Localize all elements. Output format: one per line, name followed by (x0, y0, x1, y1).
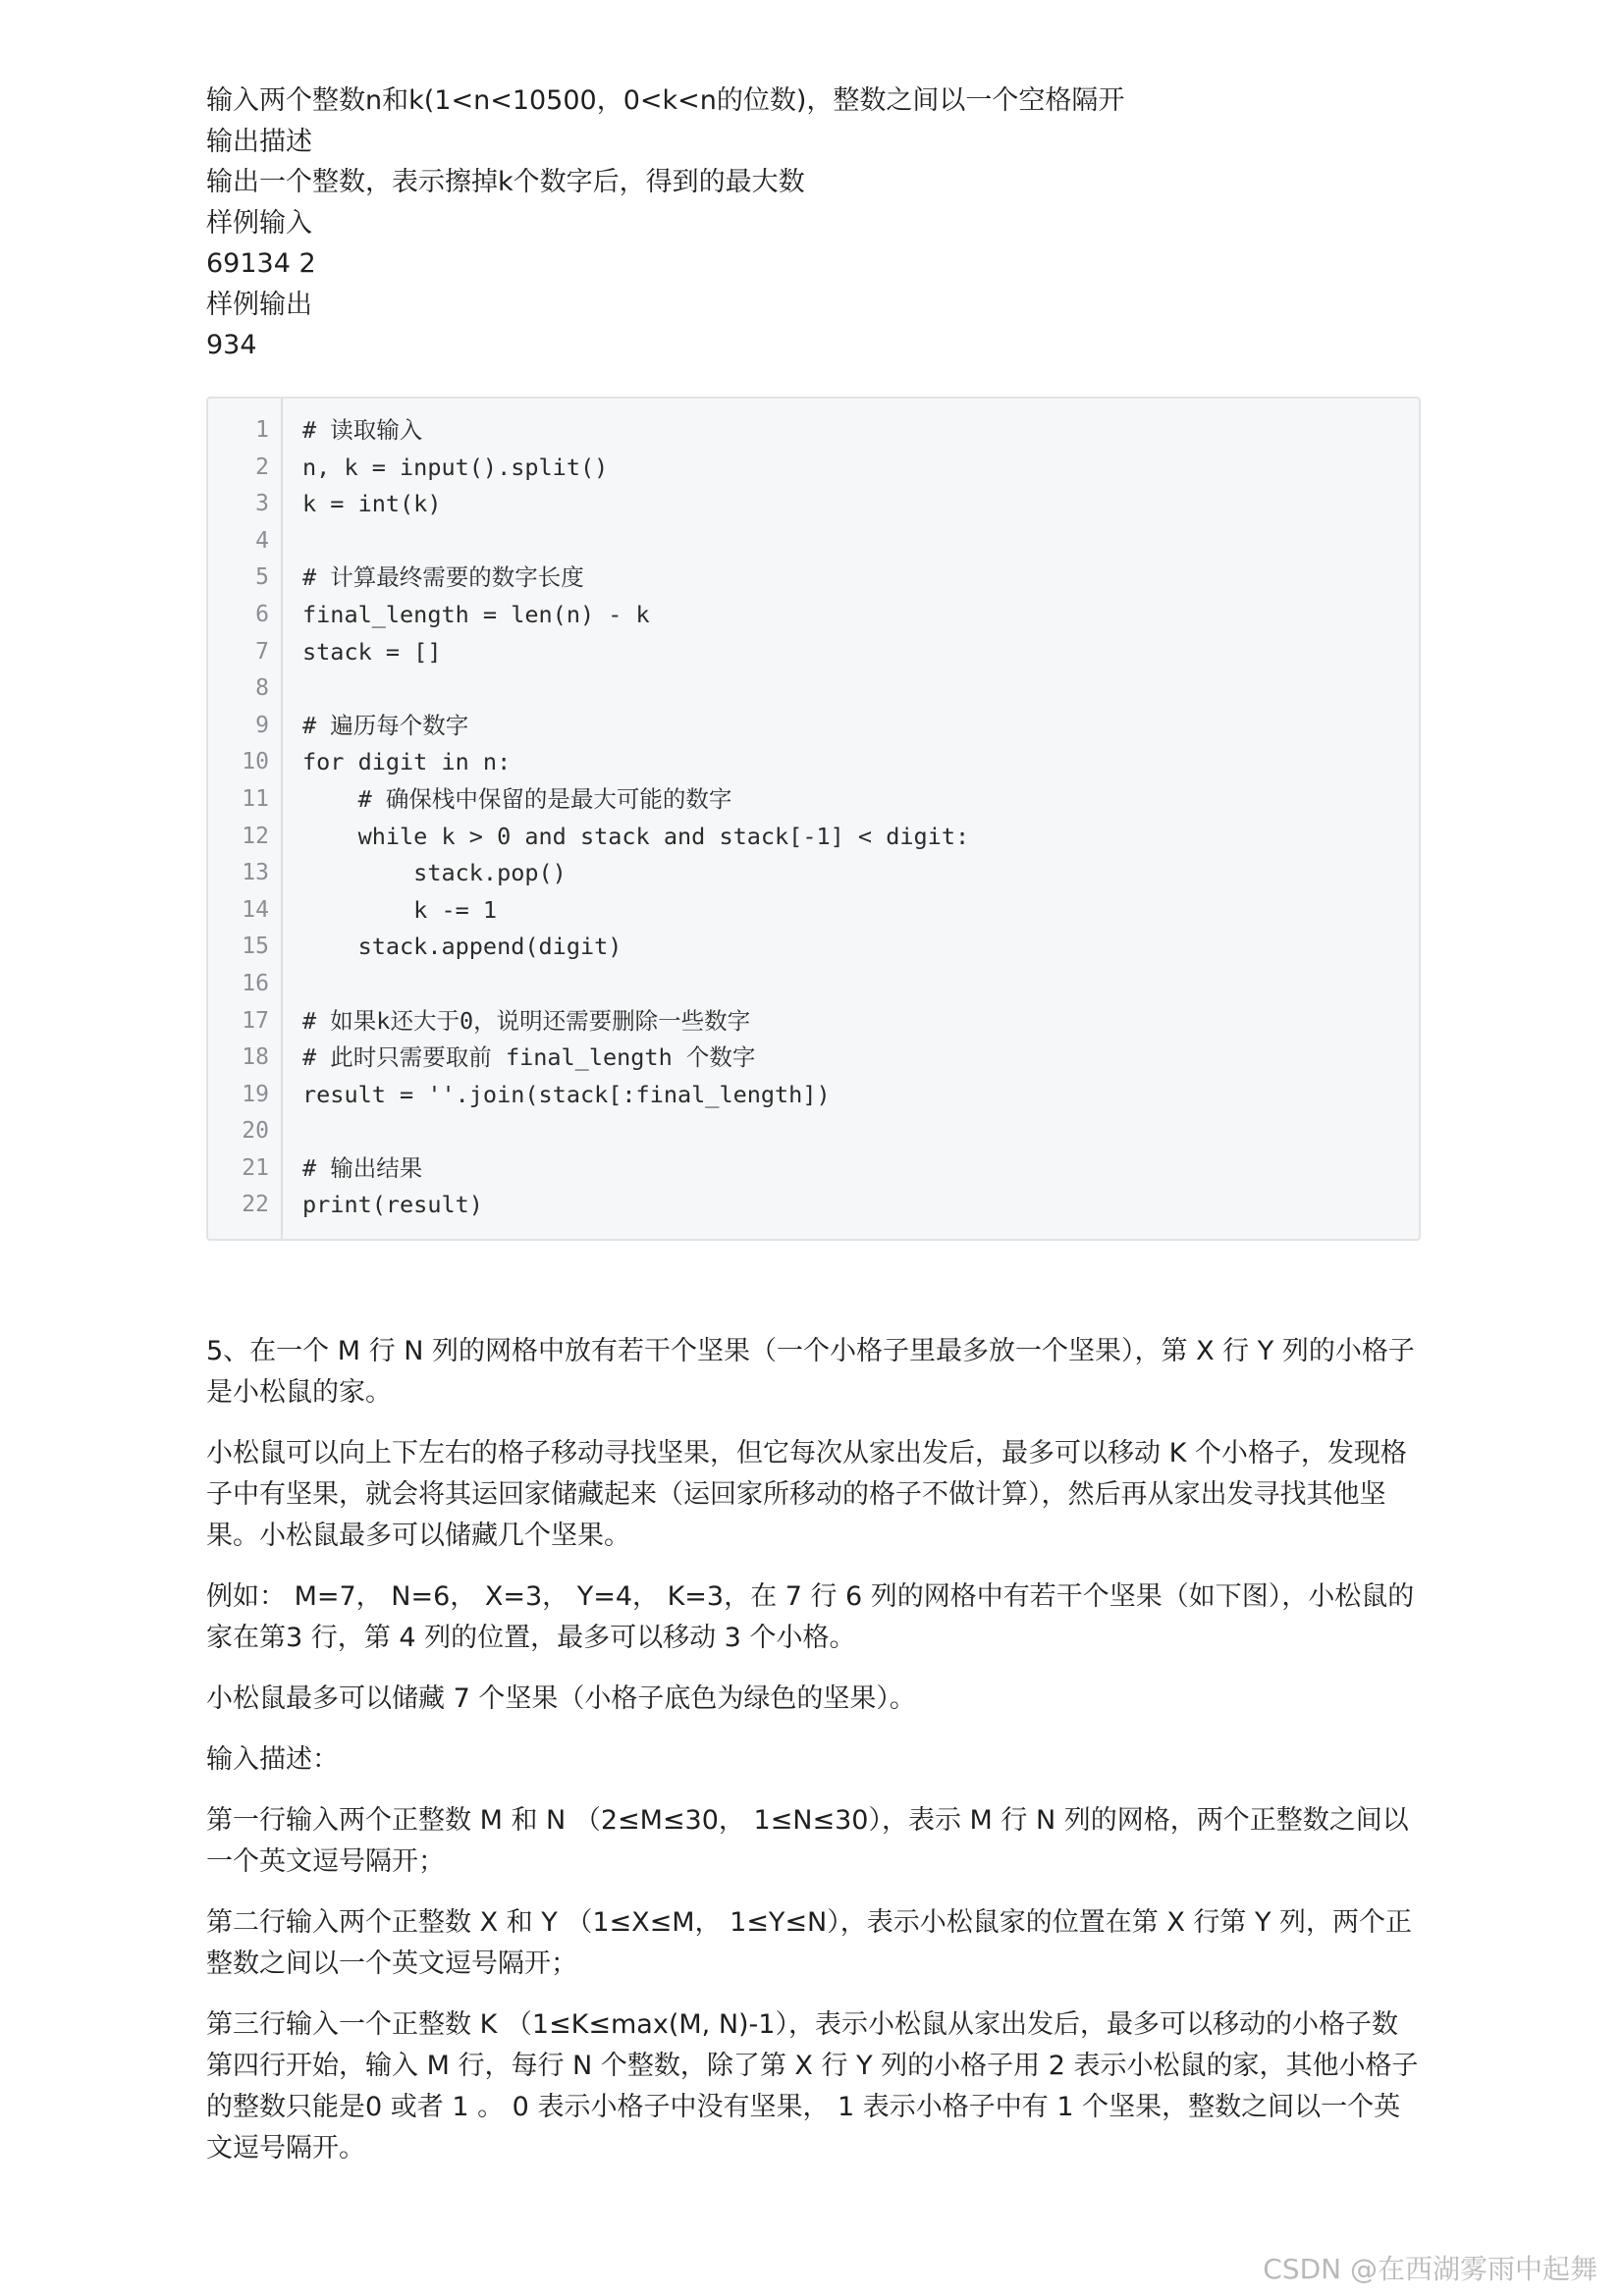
code-line (208, 744, 1419, 781)
code-line (208, 597, 1419, 634)
line-number: 11 (242, 785, 269, 812)
code-text: # 计算最终需要的数字长度 (302, 563, 584, 592)
code-line (208, 450, 1419, 487)
code-line (208, 560, 1419, 597)
line-number: 10 (242, 749, 269, 775)
code-text: final_length = len(n) - k (302, 600, 650, 628)
line-number: 5 (255, 564, 269, 591)
code-text: stack = [] (302, 637, 442, 666)
code-line (208, 781, 1419, 819)
code-line (208, 966, 1419, 1003)
input-line-2-desc: 第二行输入两个正整数 X 和 Y （1≤X≤M， 1≤Y≤N），表示小松鼠家的位置在第 X 行第 Y 列，两个正整数之间以一个英文逗号隔开； (206, 1907, 1413, 1979)
line-number: 12 (242, 823, 269, 849)
intro-line-sample-input-heading: 样例输入 (206, 207, 312, 239)
code-line (208, 523, 1419, 561)
line-number: 3 (255, 491, 269, 517)
code-line (208, 1187, 1419, 1224)
code-text: # 遍历每个数字 (302, 711, 469, 739)
code-line (208, 855, 1419, 892)
problem-intro (206, 80, 1424, 366)
line-number: 16 (242, 970, 269, 996)
code-line (208, 929, 1419, 966)
input-line-3-desc: 第三行输入一个正整数 K （1≤K≤max(M, N)-1），表示小松鼠从家出发后，最多可以移动的小格子数第四行开始，输入 M 行，每行 N 个整数，除了第 X 行 Y 列的小格子用 2 表示小松鼠的家，其他小格子的整数只能是0 或者 1 。 0 表示小格子中没有坚果， 1 表示小格子中有 1 个坚果，整数之间以一个英文逗号隔开。 (206, 2009, 1419, 2163)
csdn-watermark: CSDN @在西湖雾雨中起舞 (1263, 2253, 1597, 2285)
code-text: while k > 0 and stack and stack[-1] < digit: (302, 822, 970, 850)
code-line (208, 819, 1419, 856)
line-number: 9 (255, 712, 269, 738)
code-line (208, 892, 1419, 930)
line-number: 21 (242, 1154, 269, 1181)
line-number: 15 (242, 934, 269, 960)
code-block[interactable] (206, 397, 1421, 1241)
code-text: stack.pop() (302, 859, 567, 887)
problem-rules: 小松鼠可以向上下左右的格子移动寻找坚果，但它每次从家出发后，最多可以移动 K 个小格子，发现格子中有坚果，就会将其运回家储藏起来（运回家所移动的格子不做计算），然后再从家出发寻找其他坚果。小松鼠最多可以储藏几个坚果。 (206, 1438, 1407, 1551)
line-number: 1 (255, 417, 269, 443)
intro-line-sample-output: 934 (206, 330, 257, 360)
line-number: 8 (255, 675, 269, 702)
line-number: 13 (242, 860, 269, 886)
code-text: # 确保栈中保留的是最大可能的数字 (302, 784, 732, 813)
code-line (208, 1077, 1419, 1114)
code-line (208, 412, 1419, 450)
code-text: n, k = input().split() (302, 453, 609, 481)
code-text: k -= 1 (302, 895, 498, 924)
line-number: 7 (255, 638, 269, 665)
problem-5-description (206, 1331, 1424, 2189)
line-number: 19 (242, 1081, 269, 1107)
code-line (208, 1150, 1419, 1188)
code-text: stack.append(digit) (302, 933, 622, 961)
problem-example-result: 小松鼠最多可以储藏 7 个坚果（小格子底色为绿色的坚果）。 (206, 1683, 916, 1714)
problem-example: 例如： M=7， N=6， X=3， Y=4， K=3，在 7 行 6 列的网格中有若干个坚果（如下图），小松鼠的家在第3 行，第 4 列的位置，最多可以移动 3 个小格。 (206, 1581, 1415, 1653)
code-text: # 此时只需要取前 final_length 个数字 (302, 1043, 756, 1072)
code-text: for digit in n: (302, 748, 512, 776)
line-number: 6 (255, 601, 269, 627)
line-number: 18 (242, 1044, 269, 1071)
line-number: 14 (242, 896, 269, 923)
intro-line-input-desc: 输入两个整数n和k(1<n<10500，0<k<n的位数)，整数之间以一个空格隔开 (206, 85, 1125, 116)
code-text: result = ''.join(stack[:final_length]) (302, 1080, 831, 1108)
intro-line-output-heading: 输出描述 (206, 126, 312, 157)
intro-line-sample-output-heading: 样例输出 (206, 289, 312, 320)
code-line (208, 634, 1419, 671)
line-number: 2 (255, 454, 269, 480)
code-line (208, 670, 1419, 708)
problem-statement: 5、在一个 M 行 N 列的网格中放有若干个坚果（一个小格子里最多放一个坚果），第 X 行 Y 列的小格子是小松鼠的家。 (206, 1336, 1415, 1408)
code-text: # 如果k还大于0，说明还需要删除一些数字 (302, 1006, 751, 1035)
intro-line-sample-input: 69134 2 (206, 248, 316, 279)
line-number: 20 (242, 1118, 269, 1145)
intro-line-output-desc: 输出一个整数，表示擦掉k个数字后，得到的最大数 (206, 167, 805, 197)
code-text: # 读取输入 (302, 416, 423, 444)
code-line (208, 1003, 1419, 1041)
code-line (208, 1113, 1419, 1150)
line-number: 4 (255, 527, 269, 554)
input-line-1-desc: 第一行输入两个正整数 M 和 N （2≤M≤30， 1≤N≤30），表示 M 行 N 列的网格，两个正整数之间以一个英文逗号隔开； (206, 1805, 1409, 1877)
code-line (208, 486, 1419, 523)
input-description-heading: 输入描述： (206, 1744, 339, 1775)
line-number: 17 (242, 1007, 269, 1034)
code-line (208, 1040, 1419, 1077)
code-text: # 输出结果 (302, 1153, 423, 1182)
code-line (208, 708, 1419, 745)
code-lines (208, 412, 1419, 1224)
line-number: 22 (242, 1192, 269, 1218)
code-text: print(result) (302, 1191, 483, 1219)
code-text: k = int(k) (302, 490, 442, 518)
